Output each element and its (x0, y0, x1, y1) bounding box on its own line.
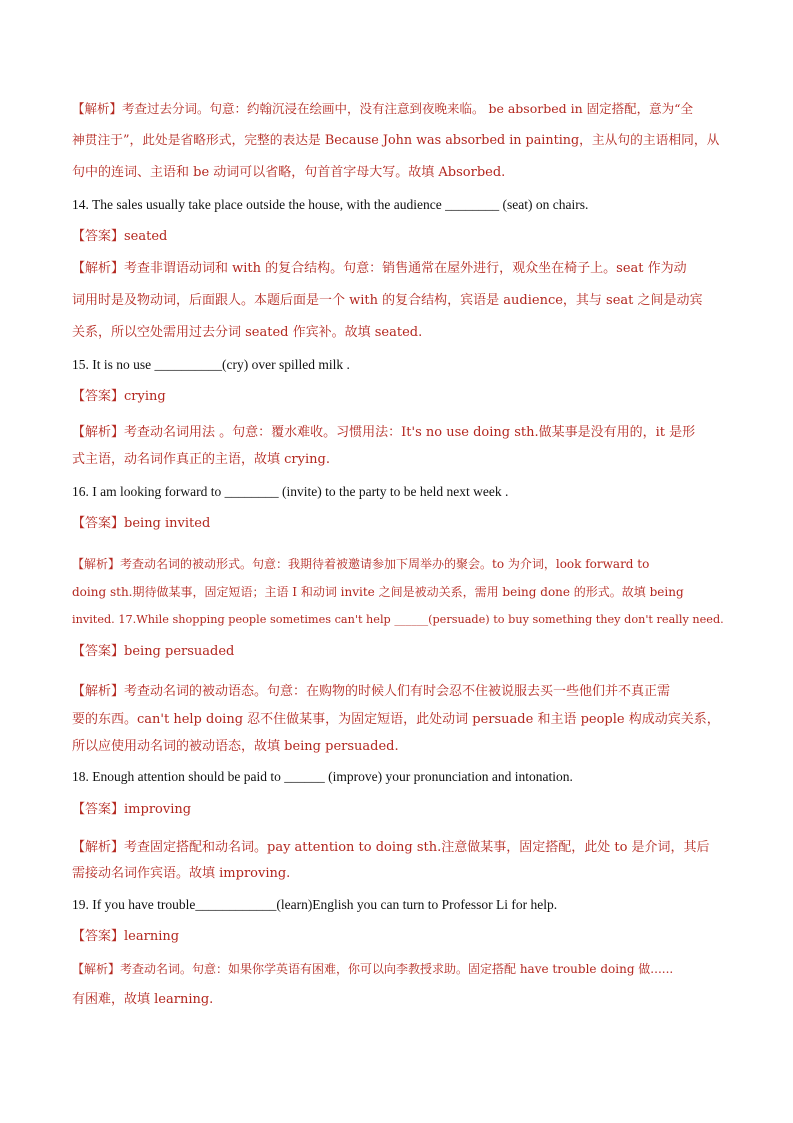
analysis-line: 句中的连词、主语和 be 动词可以省略，句首首字母大写。故填 Absorbed. (72, 165, 506, 180)
answer-value: improving (124, 802, 192, 817)
question-16: 16. I am looking forward to ________ (invite) to the party to be held next week . (72, 484, 509, 499)
question-15: 15. It is no use __________(cry) over spilled milk . (72, 357, 350, 372)
analysis-line: 神贯注于”，此处是省略形式，完整的表达是 Because John was absorbed in painting，主从句的主语相同，从 (72, 133, 720, 148)
answer-tag: 【答案】 (72, 516, 125, 531)
answer-value: learning (124, 929, 180, 944)
answer-tag: 【答案】 (72, 229, 125, 244)
analysis-line: 关系，所以空处需用过去分词 seated 作宾补。故填 seated. (72, 325, 423, 340)
analysis-line: 词用时是及物动词，后面跟人。本题后面是一个 with 的复合结构，宾语是 audience，其与 seat 之间是动宾 (72, 293, 703, 308)
answer-row (72, 388, 166, 406)
answer-tag: 【答案】 (72, 802, 125, 817)
analysis-line: 【解析】考查动名词的被动形式。句意：我期待着被邀请参加下周举办的聚会。to 为介词，look forward to (72, 557, 650, 571)
answer-value: being persuaded (124, 644, 235, 659)
analysis-line: 有困难，故填 learning. (72, 992, 214, 1007)
answer-row (72, 643, 234, 661)
answer-tag: 【答案】 (72, 389, 125, 404)
analysis-line: 【解析】考查动名词的被动语态。句意：在购物的时候人们有时会忍不住被说服去买一些他们并不真正需 (72, 684, 671, 699)
analysis-line: 【解析】考查非谓语动词和 with 的复合结构。句意：销售通常在屋外进行，观众坐在椅子上。seat 作为动 (72, 261, 687, 276)
answer-row (72, 515, 210, 533)
analysis-line: 【解析】考查过去分词。句意：约翰沉浸在绘画中，没有注意到夜晚来临。 be absorbed in 固定搭配，意为“全 (72, 101, 694, 116)
analysis-line: 所以应使用动名词的被动语态，故填 being persuaded. (72, 739, 399, 754)
analysis-line: 【解析】考查动名词用法 。句意：覆水难收。习惯用法：It's no use doing sth.做某事是没有用的，it 是形 (72, 425, 696, 440)
answer-tag: 【答案】 (72, 929, 125, 944)
analysis-line: 【解析】考查动名词。句意：如果你学英语有困难，你可以向李教授求助。固定搭配 have trouble doing 做...... (72, 962, 674, 976)
answer-tag: 【答案】 (72, 644, 125, 659)
analysis-line: 要的东西。can't help doing 忍不住做某事，为固定短语，此处动词 persuade 和主语 people 构成动宾关系， (72, 712, 720, 727)
analysis-line: 需接动名词作宾语。故填 improving. (72, 866, 291, 881)
question-18: 18. Enough attention should be paid to ______ (improve) your pronunciation and intonation. (72, 769, 573, 784)
analysis-line: 【解析】考查固定搭配和动名词。pay attention to doing sth.注意做某事，固定搭配，此处 to 是介词，其后 (72, 840, 710, 855)
question-19: 19. If you have trouble____________(learn)English you can turn to Professor Li for help. (72, 897, 558, 912)
answer-row (72, 928, 179, 946)
answer-value: being invited (124, 516, 211, 531)
question-14: 14. The sales usually take place outside the house, with the audience ________ (seat) on chairs. (72, 197, 589, 212)
answer-row (72, 801, 191, 819)
answer-row (72, 228, 167, 246)
analysis-line: invited. 17.While shopping people sometimes can't help ______(persuade) to buy something they don't really need. (72, 613, 724, 626)
analysis-line: 式主语，动名词作真正的主语，故填 crying. (72, 452, 330, 467)
answer-value: crying (124, 389, 166, 404)
answer-value: seated (124, 229, 168, 244)
analysis-line: doing sth.期待做某事，固定短语；主语 I 和动词 invite 之间是被动关系，需用 being done 的形式。故填 being (72, 585, 684, 599)
